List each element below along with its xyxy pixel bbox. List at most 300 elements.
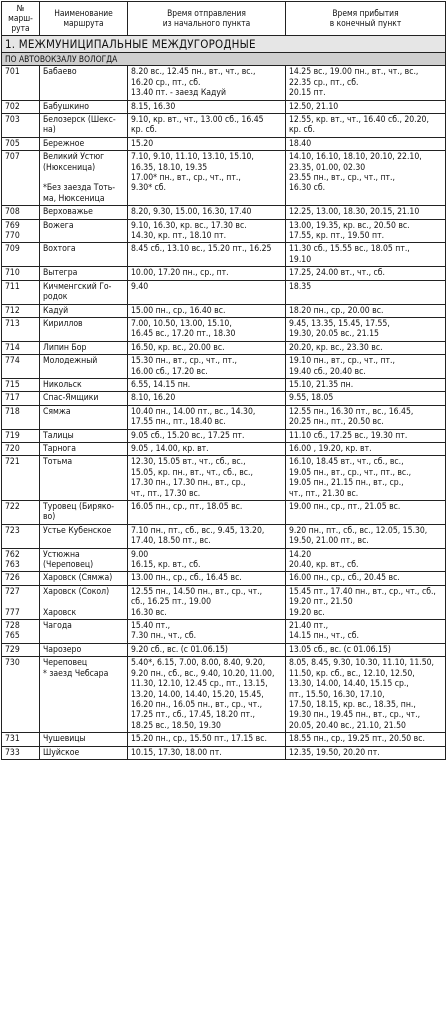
route-number-line: 763 — [5, 560, 20, 571]
route-number-line: 769 — [5, 220, 20, 231]
arrival-times-cell — [286, 733, 446, 746]
departure-times-line: кр. сб. — [131, 125, 157, 136]
route-name-line: Кадуй — [43, 305, 69, 316]
route-number-cell — [2, 524, 40, 548]
route-name-cell — [40, 267, 128, 280]
arrival-times-cell — [286, 219, 446, 243]
route-name-line: Молодежный — [43, 356, 98, 367]
route-number-line: 715 — [5, 379, 20, 390]
arrival-times-cell — [286, 317, 446, 341]
table-row — [2, 746, 446, 759]
arrival-times-line: 9.20 пн., пт., сб., вс., 12.05, 15.30, — [289, 525, 428, 536]
route-name-line: Сямжа — [43, 406, 71, 417]
route-number-line: 712 — [5, 305, 20, 316]
route-name-line: Вытегра — [43, 268, 78, 279]
arrival-times-line: 18.20 пн., ср., 20.00 вс. — [289, 305, 384, 316]
route-number-line: 709 — [5, 244, 20, 255]
arrival-times-cell — [286, 392, 446, 405]
table-row — [2, 219, 446, 243]
departure-times-line: 16.20 ср., пт., сб. — [131, 77, 201, 88]
departure-times-line: чт., пт., 17.30 вс. — [131, 488, 201, 499]
route-name-cell — [40, 429, 128, 442]
departure-times-cell — [128, 524, 286, 548]
table-row — [2, 429, 446, 442]
route-number-cell — [2, 219, 40, 243]
departure-times-line: 9.10, кр. вт., чт., 13.00 сб., 16.45 — [131, 115, 264, 126]
route-number-cell — [2, 585, 40, 619]
departure-times-line: 15.30 пн., вт., ср., чт., пт., — [131, 356, 237, 367]
arrival-times-cell — [286, 405, 446, 429]
arrival-times-cell — [286, 548, 446, 572]
departure-times-line: 11.30, 12.10, 12.45 ср., пт., 13.15, — [131, 679, 268, 690]
arrival-times-line: 23.35, 01.00, 02.30 — [289, 162, 366, 173]
route-name-cell — [40, 405, 128, 429]
arrival-times-line: 20.05, 20.40 вс., 21.10, 21.50 — [289, 720, 406, 731]
route-number-cell — [2, 548, 40, 572]
route-number-cell — [2, 501, 40, 525]
route-number-line: 713 — [5, 318, 20, 329]
route-number-cell — [2, 657, 40, 733]
route-number-cell — [2, 243, 40, 267]
departure-times-line: 10.40 пн., 14.00 пт., вс., 14.30, — [131, 406, 256, 417]
route-name-line: * заезд Чебсара — [43, 668, 109, 679]
departure-times-cell — [128, 100, 286, 113]
arrival-times-line: 11.10 сб., 17.25 вс., 19.30 пт. — [289, 430, 408, 441]
arrival-times-cell — [286, 355, 446, 379]
route-number-cell — [2, 572, 40, 585]
route-number-cell — [2, 355, 40, 379]
table-row — [2, 355, 446, 379]
route-name-line: Череповец — [43, 658, 88, 669]
route-name-cell — [40, 66, 128, 100]
departure-times-line: 7.00, 10.50, 13.00, 15.10, — [131, 318, 232, 329]
route-number-cell — [2, 620, 40, 644]
col-header-arrival: Время прибытия в конечный пункт — [286, 2, 446, 36]
route-name-cell — [40, 378, 128, 391]
departure-times-line: 8.15, 16.30 — [131, 101, 176, 112]
arrival-times-line: 15.10, 21.35 пн. — [289, 379, 354, 390]
departure-times-line: 10.15, 17.30, 18.00 пт. — [131, 747, 222, 758]
route-number-line: 703 — [5, 115, 20, 126]
departure-times-line: 14.30, кр. пт., 18.10 пт. — [131, 231, 227, 242]
departure-times-line: 9.20 сб., вс. (с 01.06.15) — [131, 644, 228, 655]
arrival-times-cell — [286, 114, 446, 138]
table-row — [2, 100, 446, 113]
departure-times-line: 15.40 пт., — [131, 621, 171, 632]
arrival-times-line: 18.40 — [289, 138, 312, 149]
departure-times-cell — [128, 378, 286, 391]
arrival-times-cell — [286, 643, 446, 656]
departure-times-cell — [128, 66, 286, 100]
route-name-line: Харовск (Сямжа) — [43, 573, 113, 584]
arrival-times-cell — [286, 378, 446, 391]
arrival-times-cell — [286, 456, 446, 501]
table-row — [2, 280, 446, 304]
arrival-times-line: 12.55, кр. вт., чт., 16.40 сб., 20.20, — [289, 115, 429, 126]
route-number-line: 765 — [5, 631, 20, 642]
arrival-times-cell — [286, 442, 446, 455]
header-row — [2, 2, 446, 36]
route-number-line: 727 — [5, 586, 20, 597]
route-name-line: Чушевицы — [43, 734, 86, 745]
route-name-cell — [40, 100, 128, 113]
arrival-times-line: 14.10, 16.10, 18.10, 20.10, 22.10, — [289, 152, 422, 163]
arrival-times-line: 17.25, 24.00 вт., чт., сб. — [289, 268, 385, 279]
subsection-title: ПО АВТОВОКЗАЛУ ВОЛОГДА — [2, 53, 446, 66]
arrival-times-line: 20.15 пт. — [289, 88, 326, 99]
arrival-times-cell — [286, 243, 446, 267]
departure-times-line: 9.20 пн., сб., вс., 9.40, 10.20, 11.00, — [131, 668, 275, 679]
route-name-cell — [40, 341, 128, 354]
arrival-times-line: 19.40 сб., 20.40 вс. — [289, 366, 366, 377]
departure-times-line: 17.00* пн., вт., ср., чт., пт., — [131, 173, 241, 184]
route-number-cell — [2, 392, 40, 405]
route-name-line: *Без заезда Тоть- — [43, 183, 116, 194]
route-name-cell — [40, 501, 128, 525]
arrival-times-line: 19.20 вс. — [289, 607, 325, 618]
table-row — [2, 501, 446, 525]
departure-times-cell — [128, 501, 286, 525]
route-number-line: 733 — [5, 747, 20, 758]
arrival-times-cell — [286, 267, 446, 280]
arrival-times-cell — [286, 206, 446, 219]
section-title: 1. МЕЖМУНИЦИПАЛЬНЫЕ МЕЖДУГОРОДНЫЕ — [2, 36, 446, 53]
route-number-cell — [2, 267, 40, 280]
departure-times-line: 8.20, 9.30, 15.00, 16.30, 17.40 — [131, 207, 252, 218]
departure-times-line: 8.20 вс., 12.45 пн., вт., чт., вс., — [131, 67, 256, 78]
route-name-line: Вохтога — [43, 244, 76, 255]
route-name-cell — [40, 304, 128, 317]
section-title-row — [2, 36, 446, 53]
arrival-times-line: 16.10, 18.45 вт., чт., сб., вс., — [289, 457, 404, 468]
table-row — [2, 657, 446, 733]
route-name-cell — [40, 620, 128, 644]
departure-times-cell — [128, 733, 286, 746]
route-name-line — [43, 173, 125, 183]
arrival-times-line: 19.20 пт., 21.50 — [289, 597, 353, 608]
route-name-cell — [40, 206, 128, 219]
route-name-cell — [40, 572, 128, 585]
route-name-line: Верховажье — [43, 207, 93, 218]
table-row — [2, 243, 446, 267]
arrival-times-line: 14.15 пн., чт., сб. — [289, 631, 359, 642]
route-name-cell — [40, 243, 128, 267]
route-name-line: Устье Кубенское — [43, 525, 112, 536]
route-number-line: 722 — [5, 502, 20, 513]
departure-times-cell — [128, 280, 286, 304]
route-number-cell — [2, 151, 40, 206]
arrival-times-line: 19.10 — [289, 254, 312, 265]
route-name-line: Устюжна — [43, 549, 80, 560]
arrival-times-line: 20.25 пн., пт., 20.50 вс. — [289, 417, 384, 428]
route-name-line: Тотьма — [43, 457, 73, 468]
table-row — [2, 442, 446, 455]
arrival-times-line: 19.10 пн., вт., ср., чт., пт., — [289, 356, 395, 367]
arrival-times-line: 13.30, 14.00, 14.40, 15.15 ср., — [289, 679, 409, 690]
table-row — [2, 137, 446, 150]
departure-times-line: 16.00 сб., 17.20 вс. — [131, 366, 208, 377]
route-name-line: Белозерск (Шекс- — [43, 115, 116, 126]
departure-times-line: 16.20 пн., 16.05 пн., вт., ср., чт., — [131, 699, 263, 710]
arrival-times-line: кр. сб. — [289, 125, 315, 136]
route-number-line: 705 — [5, 138, 20, 149]
arrival-times-line: 23.55 пн., вт., ср., чт., пт., — [289, 173, 395, 184]
route-number-cell — [2, 405, 40, 429]
departure-times-line: 7.10, 9.10, 11.10, 13.10, 15.10, — [131, 152, 254, 163]
route-name-line: ма, Нюксеница — [43, 193, 105, 204]
route-name-cell — [40, 442, 128, 455]
departure-times-line: 17.55 пн., пт., 18.40 вс. — [131, 417, 226, 428]
departure-times-line: 15.00 пн., ср., 16.40 вс. — [131, 305, 226, 316]
departure-times-line: 16.50, кр. вс., 20.00 вс. — [131, 342, 225, 353]
route-name-line: Харовск (Сокол) — [43, 586, 110, 597]
route-number-cell — [2, 317, 40, 341]
route-number-line: 726 — [5, 573, 20, 584]
table-row — [2, 378, 446, 391]
arrival-times-line: 22.35 ср., пт., сб. — [289, 77, 359, 88]
route-number-line: 723 — [5, 525, 20, 536]
table-row — [2, 643, 446, 656]
route-name-line: Липин Бор — [43, 342, 87, 353]
route-name-cell — [40, 114, 128, 138]
table-row — [2, 114, 446, 138]
route-number-line: 710 — [5, 268, 20, 279]
departure-times-line: 16.05 пн., ср., пт., 18.05 вс. — [131, 502, 243, 513]
route-number-line: 711 — [5, 281, 20, 292]
route-name-line: Талицы — [43, 430, 74, 441]
arrival-times-cell — [286, 429, 446, 442]
table-row — [2, 405, 446, 429]
route-name-line: (Череповец) — [43, 560, 94, 571]
col-header-departure: Время отправления из начального пункта — [128, 2, 286, 36]
departure-times-line: 9.40 — [131, 281, 149, 292]
route-name-cell — [40, 280, 128, 304]
departure-times-line: 8.45 сб., 13.10 вс., 15.20 пт., 16.25 — [131, 244, 272, 255]
route-name-line: Бабаево — [43, 67, 77, 78]
table-row — [2, 585, 446, 619]
route-name-cell — [40, 746, 128, 759]
route-name-cell — [40, 657, 128, 733]
arrival-times-cell — [286, 66, 446, 100]
departure-times-cell — [128, 456, 286, 501]
departure-times-line: 9.00 — [131, 549, 149, 560]
departure-times-cell — [128, 219, 286, 243]
route-number-line: 719 — [5, 430, 20, 441]
departure-times-line: 13.40 пт. - заезд Кадуй — [131, 88, 226, 99]
route-name-cell — [40, 151, 128, 206]
departure-times-line: 16.45 вс., 17.20 пт., 18.30 — [131, 329, 236, 340]
route-number-line: 708 — [5, 207, 20, 218]
departure-times-cell — [128, 151, 286, 206]
departure-times-cell — [128, 585, 286, 619]
departure-times-cell — [128, 304, 286, 317]
route-number-line: 728 — [5, 621, 20, 632]
route-name-cell — [40, 219, 128, 243]
route-number-line: 762 — [5, 549, 20, 560]
route-name-cell — [40, 392, 128, 405]
route-name-cell — [40, 524, 128, 548]
arrival-times-line: 20.20, кр. вс., 23.30 вс. — [289, 342, 383, 353]
arrival-times-line: 12.35, 19.50, 20.20 пт. — [289, 747, 380, 758]
arrival-times-line: 17.50, 18.15, кр. вс., 18.35, пн., — [289, 699, 416, 710]
route-name-cell — [40, 355, 128, 379]
arrival-times-line: 20.40, кр. вт., сб. — [289, 560, 359, 571]
table-row — [2, 66, 446, 100]
table-row — [2, 572, 446, 585]
departure-times-line: 15.05, кр. пн., вт., чт., сб., вс., — [131, 467, 253, 478]
departure-times-cell — [128, 243, 286, 267]
departure-times-line: 17.30 пн., 17.30 пн., вт., ср., — [131, 478, 246, 489]
table-row — [2, 304, 446, 317]
table-row — [2, 524, 446, 548]
route-number-line: 731 — [5, 734, 20, 745]
table-row — [2, 267, 446, 280]
route-name-cell — [40, 548, 128, 572]
departure-times-cell — [128, 355, 286, 379]
route-name-cell — [40, 456, 128, 501]
table-row — [2, 620, 446, 644]
route-number-cell — [2, 304, 40, 317]
arrival-times-line: 9.45, 13.35, 15.45, 17.55, — [289, 318, 390, 329]
route-number-line: 714 — [5, 342, 20, 353]
departure-times-line: 18.25 вс., 18.50, 19.30 — [131, 720, 221, 731]
departure-times-cell — [128, 643, 286, 656]
route-number-cell — [2, 378, 40, 391]
departure-times-cell — [128, 341, 286, 354]
departure-times-line: 7.10 пн., пт., сб., вс., 9.45, 13.20, — [131, 525, 265, 536]
route-number-line: 770 — [5, 231, 20, 242]
route-name-line: Харовск — [43, 607, 77, 618]
route-name-line: родок — [43, 292, 68, 303]
arrival-times-line: 16.00 , 19.20, кр. вт. — [289, 443, 372, 454]
route-name-line: на) — [43, 125, 56, 136]
departure-times-line: сб., 16.25 пт., 19.00 — [131, 597, 212, 608]
departure-times-line: 13.00 пн., ср., сб., 16.45 вс. — [131, 573, 242, 584]
departure-times-line: 12.30, 15.05 вт., чт., сб., вс., — [131, 457, 246, 468]
arrival-times-line: 19.50, 21.00 пт., вс. — [289, 536, 369, 547]
arrival-times-line: 11.50, кр. сб., вс., 12.10, 12.50, — [289, 668, 415, 679]
table-row — [2, 456, 446, 501]
arrival-times-line: 8.05, 8.45, 9.30, 10.30, 11.10, 11.50, — [289, 658, 435, 669]
route-number-cell — [2, 746, 40, 759]
route-name-line: Тарнога — [43, 443, 76, 454]
route-number-line: 729 — [5, 644, 20, 655]
departure-times-line: 17.25 пт., сб., 17.45, 18.20 пт., — [131, 710, 255, 721]
route-number-cell — [2, 429, 40, 442]
table-row — [2, 317, 446, 341]
departure-times-cell — [128, 620, 286, 644]
arrival-times-line: 19.30, 20.05 вс., 21.15 — [289, 329, 379, 340]
arrival-times-cell — [286, 585, 446, 619]
route-name-line: Кичменгский Го- — [43, 281, 112, 292]
table-row — [2, 206, 446, 219]
departure-times-line: 9.10, 16.30, кр. вс., 17.30 вс. — [131, 220, 247, 231]
arrival-times-line: 18.35 — [289, 281, 312, 292]
route-name-cell — [40, 733, 128, 746]
arrival-times-cell — [286, 620, 446, 644]
route-name-line: Бережное — [43, 138, 85, 149]
arrival-times-cell — [286, 524, 446, 548]
arrival-times-cell — [286, 151, 446, 206]
departure-times-line: 15.20 пн., ср., 15.50 пт., 17.15 вс. — [131, 734, 267, 745]
route-number-line: 717 — [5, 393, 20, 404]
arrival-times-line: 11.30 сб., 15.55 вс., 18.05 пт., — [289, 244, 410, 255]
route-name-cell — [40, 643, 128, 656]
departure-times-cell — [128, 548, 286, 572]
arrival-times-line: чт., пт., 21.30 вс. — [289, 488, 359, 499]
route-number-cell — [2, 341, 40, 354]
departure-times-cell — [128, 429, 286, 442]
departure-times-line: 9.05 сб., 15.20 вс., 17.25 пт. — [131, 430, 245, 441]
route-name-line: Никольск — [43, 379, 82, 390]
arrival-times-line: 9.55, 18.05 — [289, 393, 334, 404]
arrival-times-cell — [286, 572, 446, 585]
arrival-times-line: пт., 15.50, 16.30, 17.10, — [289, 689, 385, 700]
departure-times-line: 7.30 пн., чт., сб. — [131, 631, 197, 642]
arrival-times-cell — [286, 657, 446, 733]
arrival-times-cell — [286, 304, 446, 317]
departure-times-line: 17.40, 18.50 пт., вс. — [131, 536, 211, 547]
departure-times-cell — [128, 442, 286, 455]
route-name-line: Бабушкино — [43, 101, 89, 112]
departure-times-cell — [128, 114, 286, 138]
route-number-line: 720 — [5, 443, 20, 454]
route-name-line: во) — [43, 512, 56, 523]
route-number-cell — [2, 206, 40, 219]
route-number-cell — [2, 456, 40, 501]
route-number-line: 730 — [5, 658, 20, 669]
arrival-times-line: 15.45 пт., 17.40 пн., вт., ср., чт., сб., — [289, 586, 436, 597]
departure-times-line: 8.10, 16.20 — [131, 393, 176, 404]
arrival-times-line: 12.55 пн., 16.30 пт., вс., 16.45, — [289, 406, 414, 417]
route-number-cell — [2, 643, 40, 656]
route-name-line: Великий Устюг — [43, 152, 105, 163]
arrival-times-line: 16.30 сб. — [289, 183, 326, 194]
departure-times-cell — [128, 267, 286, 280]
route-number-line: 774 — [5, 356, 20, 367]
route-number-cell — [2, 280, 40, 304]
departure-times-line: 15.20 — [131, 138, 154, 149]
arrival-times-line: 21.40 пт., — [289, 621, 329, 632]
arrival-times-line: 17.55, кр. пт., 19.50 пт. — [289, 231, 385, 242]
departure-times-line: 13.20, 14.00, 14.40, 15.20, 15.45, — [131, 689, 264, 700]
departure-times-line: 16.15, кр. вт., сб. — [131, 560, 201, 571]
route-number-line: 721 — [5, 457, 20, 468]
arrival-times-line: 12.25, 13.00, 18.30, 20.15, 21.10 — [289, 207, 420, 218]
route-number-cell — [2, 733, 40, 746]
departure-times-cell — [128, 317, 286, 341]
arrival-times-line: 12.50, 21.10 — [289, 101, 339, 112]
route-number-line: 702 — [5, 101, 20, 112]
route-name-line: Чагода — [43, 621, 72, 632]
arrival-times-cell — [286, 137, 446, 150]
route-number-line — [5, 597, 37, 607]
route-name-line: Шуйское — [43, 747, 80, 758]
route-name-line: Чарозеро — [43, 644, 82, 655]
table-row — [2, 733, 446, 746]
departure-times-line: 6.55, 14.15 пн. — [131, 379, 191, 390]
route-name-line: Вожега — [43, 220, 74, 231]
route-number-line: 777 — [5, 607, 20, 618]
table-row — [2, 151, 446, 206]
route-number-cell — [2, 100, 40, 113]
col-header-number: № марш- рута — [2, 2, 40, 36]
route-name-line: Спас-Ямщики — [43, 393, 99, 404]
route-name-line: Кириллов — [43, 318, 83, 329]
route-number-line: 718 — [5, 406, 20, 417]
route-number-cell — [2, 442, 40, 455]
departure-times-cell — [128, 572, 286, 585]
